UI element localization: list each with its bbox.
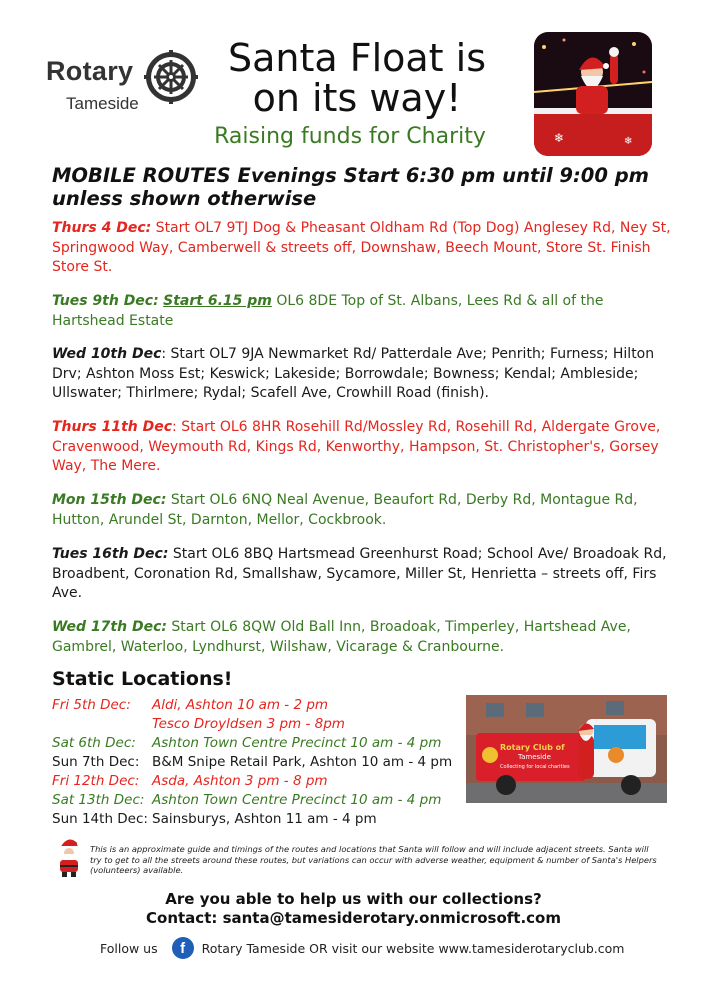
static-venue: Ashton Town Centre Precinct 10 am - 4 pm (152, 735, 442, 751)
rotary-wheel-icon (144, 50, 198, 104)
route-text: OL6 8DE Top of St. Albans, Lees Rd & all of the Hartshead Estate (52, 293, 604, 329)
route-tues-9 (52, 292, 672, 331)
static-row (52, 772, 462, 791)
static-row (52, 791, 462, 810)
route-text: Start OL6 8QW Old Ball Inn, Broadoak, Timperley, Hartshead Ave, Gambrel, Waterloo, Lyndhurst, Wilshaw, Vicarage & Cranbourne. (52, 619, 631, 655)
static-row (52, 715, 462, 734)
static-row (52, 696, 462, 715)
route-day: Wed 17th Dec: (52, 619, 167, 635)
route-text: : Start OL6 8HR Rosehill Rd/Mossley Rd, Rosehill Rd, Aldergate Grove, Cravenwood, Weymouth Rd, Kings Rd, Kenworthy, Hampson, St. Christopher's, Gorsey Way, The Mere. (52, 419, 661, 474)
static-date: Fri 12th Dec: (52, 773, 140, 789)
truck-sign-1: Rotary Club of (500, 743, 565, 752)
route-tues-16 (52, 545, 672, 604)
route-day: Thurs 4 Dec: (52, 220, 152, 236)
truck-sign-3: Collecting for local charities (500, 764, 570, 770)
route-start-time: Start 6.15 pm (163, 293, 272, 309)
santa-truck-photo (466, 695, 667, 803)
follow-us-bar (100, 937, 660, 959)
static-venue: Sainsburys, Ashton 11 am - 4 pm (152, 811, 377, 827)
route-text: Start OL6 8BQ Hartsmead Greenhurst Road; School Ave/ Broadoak Rd, Broadbent, Coronation Rd, Smallshaw, Sycamore, Miller St, Henrietta – streets off, Firs Ave. (52, 546, 667, 601)
static-venue: Ashton Town Centre Precinct 10 am - 4 pm (152, 792, 442, 808)
collection-question: Are you able to help us with our collections? (165, 890, 542, 908)
disclaimer-text: This is an approximate guide and timings of the routes and locations that Santa will follow and will include adjacent streets. Santa will try to get to all the streets around these routes, but variations can occur with adverse weather, equipment & number of Santa's Helpers (volunteers) available. (90, 844, 657, 875)
santa-float-photo (534, 32, 652, 156)
static-venue: Aldi, Ashton 10 am - 2 pm (152, 697, 329, 713)
svg-text:❄: ❄ (554, 131, 565, 145)
facebook-icon[interactable]: f (172, 937, 194, 959)
route-day: Thurs 11th Dec (52, 419, 173, 435)
santa-icon (52, 834, 86, 878)
follow-label: Follow us (100, 940, 158, 956)
logo-district: Tameside (66, 94, 139, 113)
route-day: Tues 9th Dec: (52, 293, 159, 309)
static-row (52, 734, 462, 753)
route-text: Start OL7 9TJ Dog & Pheasant Oldham Rd (Top Dog) Anglesey Rd, Ney St, Springwood Way, Camberwell & streets off, Downshaw, Beech Mount, Store St. Finish Store St. (52, 220, 671, 275)
route-wed-10 (52, 345, 672, 404)
static-date: Sat 13th Dec: (52, 792, 145, 808)
static-date: Fri 5th Dec: (52, 697, 131, 713)
contact-email[interactable]: Contact: santa@tamesiderotary.onmicrosoft.com (146, 909, 561, 927)
static-date: Sun 7th Dec: (52, 754, 140, 770)
page-subtitle: Raising funds for Charity (214, 124, 486, 149)
logo-wordmark: Rotary (46, 56, 134, 86)
title-line-2: on its way! (252, 76, 462, 120)
static-venue: Tesco Droyldsen 3 pm - 8pm (152, 716, 345, 732)
static-date: Sun 14th Dec: (52, 811, 148, 827)
static-venue: Asda, Ashton 3 pm - 8 pm (152, 773, 328, 789)
page-title (212, 38, 502, 118)
routes-heading: MOBILE ROUTES Evenings Start 6:30 pm until 9:00 pm unless shown otherwise (52, 164, 649, 210)
truck-sign-2: Tameside (518, 753, 551, 761)
route-text: : Start OL7 9JA Newmarket Rd/ Patterdale Ave; Penrith; Furness; Hilton Drv; Ashton Moss Est; Keswick; Lakeside; Borrowdale; Bowness; Kendal; Ambleside; Ullswater; Thirlmere; Rydal; Scafell Ave, Crowhill Road (finish). (52, 346, 655, 401)
static-date (52, 715, 152, 734)
route-day: Tues 16th Dec: (52, 546, 169, 562)
static-locations-list (52, 696, 462, 829)
title-line-1: Santa Float is (227, 36, 487, 80)
static-row (52, 753, 462, 772)
static-date: Sat 6th Dec: (52, 735, 136, 751)
route-thurs-4 (52, 219, 672, 278)
route-wed-17 (52, 618, 672, 657)
route-mon-15 (52, 491, 672, 530)
static-venue: B&M Snipe Retail Park, Ashton 10 am - 4 pm (152, 754, 453, 770)
route-day: Mon 15th Dec: (52, 492, 167, 508)
follow-text[interactable]: Rotary Tameside OR visit our website www.tamesiderotaryclub.com (201, 940, 625, 956)
route-thurs-11 (52, 418, 672, 477)
route-day: Wed 10th Dec (52, 346, 162, 362)
svg-text:❄: ❄ (624, 136, 633, 147)
static-locations-title: Static Locations! (52, 668, 233, 690)
route-text: Start OL6 6NQ Neal Avenue, Beaufort Rd, Derby Rd, Montague Rd, Hutton, Arundel St, Darnton, Mellor, Cockbrook. (52, 492, 638, 528)
static-row (52, 810, 462, 829)
